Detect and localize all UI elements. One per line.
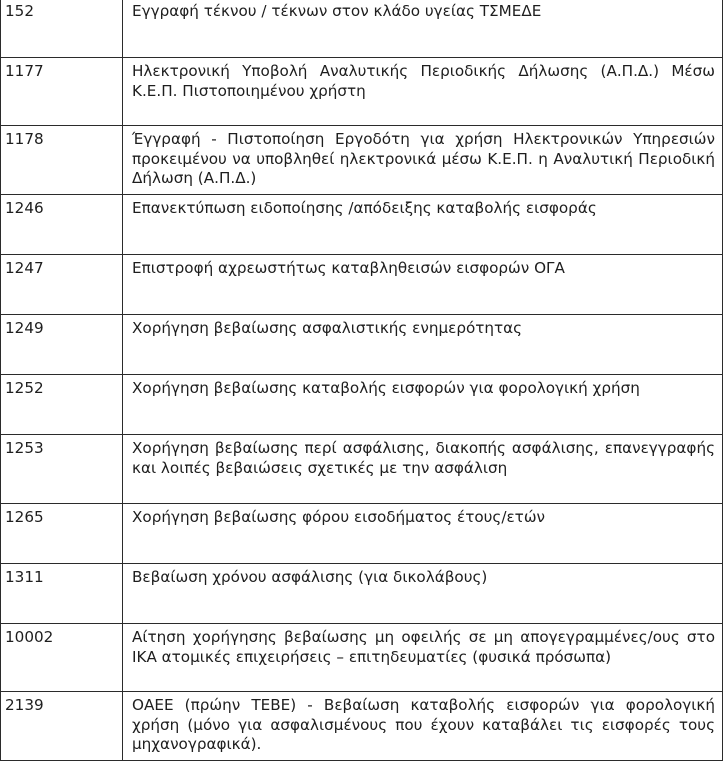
table-row — [1, 315, 723, 375]
table-row — [1, 624, 723, 692]
service-code: 1253 — [1, 435, 123, 504]
table-row — [1, 126, 723, 195]
service-description: Χορήγηση βεβαίωσης περί ασφάλισης, διακοπής ασφάλισης, επανεγγραφής και λοιπές βεβαιώσεις σχετικές με την ασφάλιση — [123, 435, 723, 504]
service-description: Ηλεκτρονική Υποβολή Αναλυτικής Περιοδικής Δήλωσης (Α.Π.Δ.) Μέσω Κ.Ε.Π. Πιστοποιημένου χρήστη — [123, 58, 723, 126]
table-row — [1, 195, 723, 255]
service-code: 2139 — [1, 692, 123, 761]
service-description: Έγγραφή - Πιστοποίηση Εργοδότη για χρήση Ηλεκτρονικών Υπηρεσιών προκειμένου να υποβληθεί ηλεκτρονικά μέσω Κ.Ε.Π. η Αναλυτική Περιοδική Δήλωση (Α.Π.Δ.) — [123, 126, 723, 195]
service-description: Χορήγηση βεβαίωσης ασφαλιστικής ενημερότητας — [123, 315, 723, 375]
table-row — [1, 692, 723, 761]
table-row — [1, 504, 723, 564]
service-code: 1246 — [1, 195, 123, 255]
service-code: 1311 — [1, 564, 123, 624]
service-code: 1177 — [1, 58, 123, 126]
service-description: ΟΑΕΕ (πρώην ΤΕΒΕ) - Βεβαίωση καταβολής εισφορών για φορολογική χρήση (μόνο για ασφαλισμένους που έχουν καταβάλει τις εισφορές τους μηχανογραφικά). — [123, 692, 723, 761]
service-description: Χορήγηση βεβαίωσης φόρου εισοδήματος έτους/ετών — [123, 504, 723, 564]
table-row — [1, 375, 723, 435]
service-code: 152 — [1, 0, 123, 58]
service-description: Επιστροφή αχρεωστήτως καταβληθεισών εισφορών ΟΓΑ — [123, 255, 723, 315]
service-description: Αίτηση χορήγησης βεβαίωσης μη οφειλής σε μη απογεγραμμένες/ους στο ΙΚΑ ατομικές επιχειρήσεις – επιτηδευματίες (φυσικά πρόσωπα) — [123, 624, 723, 692]
service-description: Εγγραφή τέκνου / τέκνων στον κλάδο υγείας ΤΣΜΕΔΕ — [123, 0, 723, 58]
service-code: 1178 — [1, 126, 123, 195]
table-row — [1, 58, 723, 126]
service-code: 1265 — [1, 504, 123, 564]
table-row — [1, 0, 723, 58]
service-code: 1247 — [1, 255, 123, 315]
service-description: Χορήγηση βεβαίωσης καταβολής εισφορών για φορολογική χρήση — [123, 375, 723, 435]
service-description: Επανεκτύπωση ειδοποίησης /απόδειξης καταβολής εισφοράς — [123, 195, 723, 255]
service-description: Βεβαίωση χρόνου ασφάλισης (για δικολάβους) — [123, 564, 723, 624]
table-row — [1, 435, 723, 504]
service-code: 1249 — [1, 315, 123, 375]
service-code: 1252 — [1, 375, 123, 435]
service-code: 10002 — [1, 624, 123, 692]
table-row — [1, 564, 723, 624]
table-row — [1, 255, 723, 315]
